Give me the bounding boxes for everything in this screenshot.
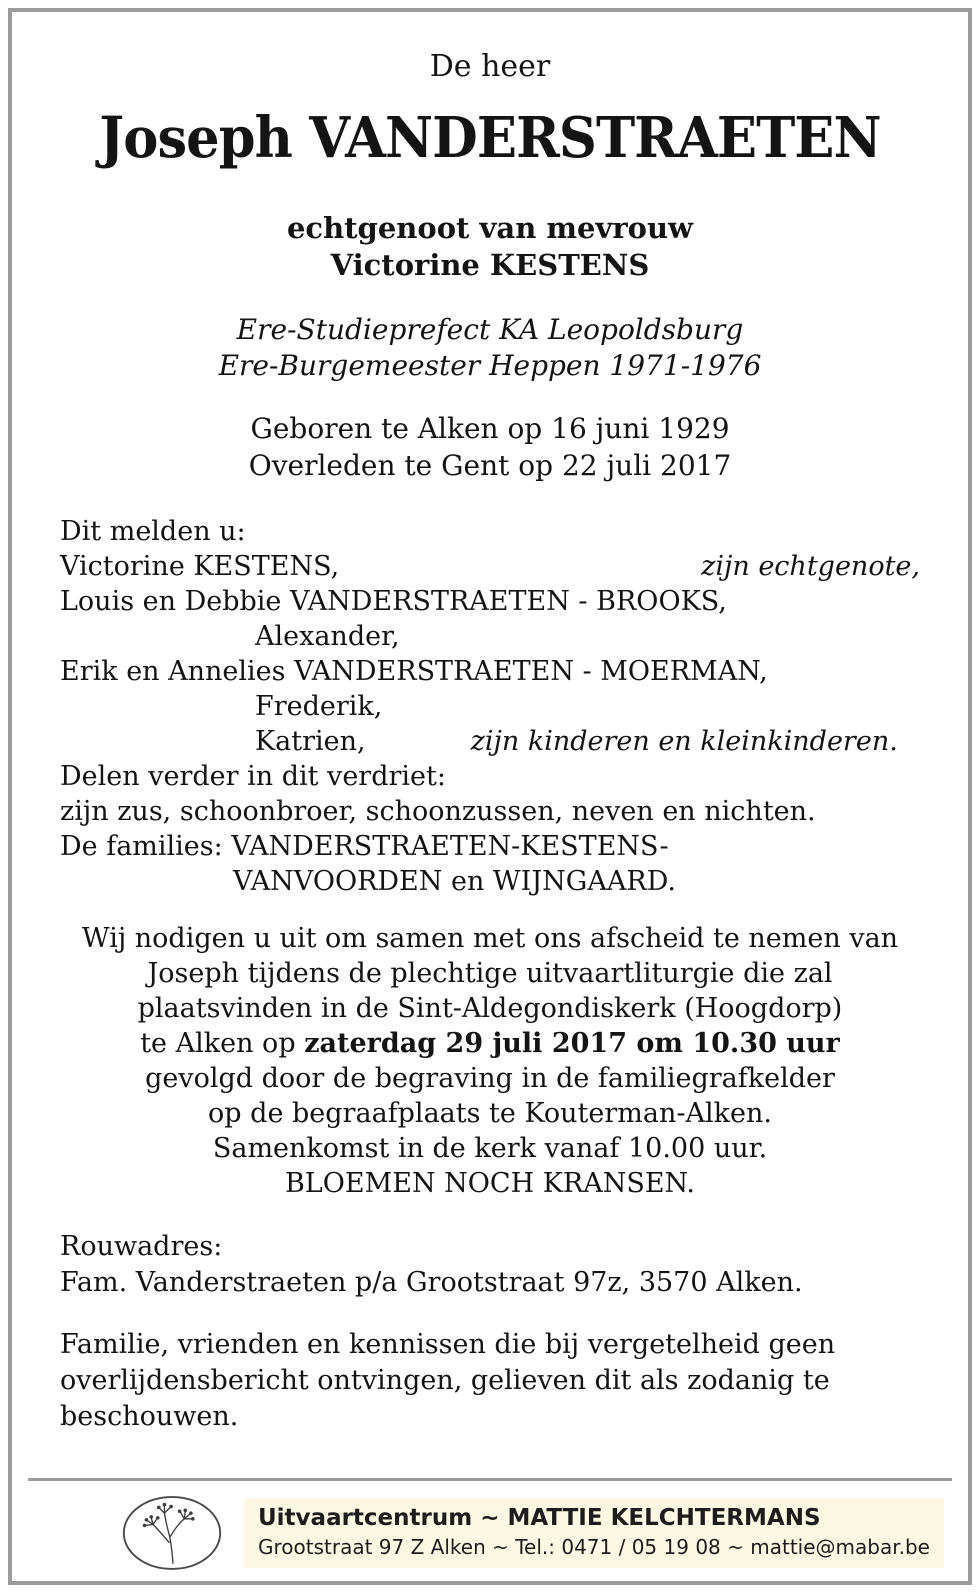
family-lines-list bbox=[60, 549, 920, 899]
invitation-text: Wij nodigen u uit om samen met ons afscheid te nemen van bbox=[81, 923, 899, 954]
invitation-text: te Alken op bbox=[140, 1028, 305, 1059]
notice-intro: Dit melden u: bbox=[60, 516, 246, 547]
family-member-name: Katrien, bbox=[255, 726, 366, 757]
family-member-name: Delen verder in dit verdriet: bbox=[60, 761, 446, 792]
invitation-text: plaatsvinden in de Sint-Aldegondiskerk (Hoogdorp) bbox=[137, 993, 843, 1024]
family-member-name: Erik en Annelies VANDERSTRAETEN - MOERMAN, bbox=[60, 656, 768, 687]
spouse-intro: echtgenoot van mevrouw bbox=[286, 211, 694, 245]
relation-note-right: zijn echtgenote, bbox=[701, 551, 920, 582]
closing-line: Familie, vrienden en kennissen die bij vergetelheid geen bbox=[60, 1329, 836, 1360]
invitation-text: op de begraafplaats te Kouterman-Alken. bbox=[208, 1098, 772, 1129]
invitation-text: Samenkomst in de kerk vanaf 10.00 uur. bbox=[212, 1133, 768, 1164]
funeral-home-logo bbox=[120, 1493, 224, 1573]
invitation-line bbox=[60, 1061, 920, 1096]
closing-line: overlijdensbericht ontvingen, gelieven dit als zodanig te bbox=[60, 1365, 830, 1396]
life-date-line: Overleden te Gent op 22 juli 2017 bbox=[248, 449, 732, 482]
family-member-name: Alexander, bbox=[255, 621, 400, 652]
invitation-line bbox=[60, 1166, 920, 1201]
invitation-date-time-bold: zaterdag 29 juli 2017 om 10.30 uur bbox=[304, 1028, 840, 1059]
family-line bbox=[60, 864, 920, 899]
funeral-home-name: Uitvaartcentrum ~ MATTIE KELCHTERMANS bbox=[258, 1505, 821, 1531]
family-line bbox=[60, 619, 920, 654]
spouse-name: Victorine KESTENS bbox=[330, 248, 650, 282]
honorific-line: Ere-Studieprefect KA Leopoldsburg bbox=[236, 313, 744, 346]
family-line bbox=[60, 549, 920, 584]
family-line bbox=[60, 689, 920, 724]
life-date-line: Geboren te Alken op 16 juni 1929 bbox=[250, 412, 730, 445]
salutation: De heer bbox=[429, 49, 551, 84]
mourning-address-label: Rouwadres: bbox=[60, 1231, 223, 1262]
funeral-invitation bbox=[60, 921, 920, 1201]
closing-line: beschouwen. bbox=[60, 1401, 239, 1432]
funeral-home-info bbox=[244, 1498, 944, 1568]
closing-note bbox=[60, 1327, 920, 1435]
invitation-text: BLOEMEN NOCH KRANSEN. bbox=[284, 1168, 696, 1199]
family-member-name: zijn zus, schoonbroer, schoonzussen, neven en nichten. bbox=[60, 796, 816, 827]
death-notice-section bbox=[60, 514, 920, 899]
family-member-name: De families: VANDERSTRAETEN-KESTENS- bbox=[60, 831, 669, 862]
family-member-name: Victorine KESTENS, bbox=[60, 551, 340, 582]
family-member-name: VANVOORDEN en WIJNGAARD. bbox=[233, 866, 676, 897]
family-line bbox=[60, 759, 920, 794]
deceased-name: Joseph VANDERSTRAETEN bbox=[99, 105, 881, 171]
family-member-name: Louis en Debbie VANDERSTRAETEN - BROOKS, bbox=[60, 586, 727, 617]
life-dates-list bbox=[60, 410, 920, 484]
mourning-address: Fam. Vanderstraeten p/a Grootstraat 97z, 3570 Alken. bbox=[60, 1267, 803, 1298]
invitation-text: gevolgd door de begraving in de familiegrafkelder bbox=[145, 1063, 835, 1094]
mourning-address-block bbox=[60, 1229, 920, 1301]
relation-note-inline: zijn kinderen en kleinkinderen. bbox=[470, 726, 898, 757]
family-line bbox=[60, 654, 920, 689]
flower-sketch-icon bbox=[120, 1493, 224, 1573]
invitation-line bbox=[60, 1131, 920, 1166]
invitation-text: Joseph tijdens de plechtige uitvaartliturgie die zal bbox=[147, 958, 833, 989]
invitation-line bbox=[60, 1026, 920, 1061]
family-line bbox=[60, 584, 920, 619]
invitation-line bbox=[60, 1096, 920, 1131]
spouse-block bbox=[60, 210, 920, 284]
funeral-home-footer bbox=[28, 1478, 952, 1579]
family-member-name: Frederik, bbox=[255, 691, 383, 722]
invitation-line bbox=[60, 956, 920, 991]
funeral-home-contact: Grootstraat 97 Z Alken ~ Tel.: 0471 / 05 19 08 ~ mattie@mabar.be bbox=[258, 1535, 930, 1559]
invitation-line bbox=[60, 921, 920, 956]
honorifics-list bbox=[60, 312, 920, 384]
family-line bbox=[60, 724, 920, 759]
family-line bbox=[60, 829, 920, 864]
honorific-line: Ere-Burgemeester Heppen 1971-1976 bbox=[218, 349, 762, 382]
invitation-line bbox=[60, 991, 920, 1026]
family-line bbox=[60, 794, 920, 829]
